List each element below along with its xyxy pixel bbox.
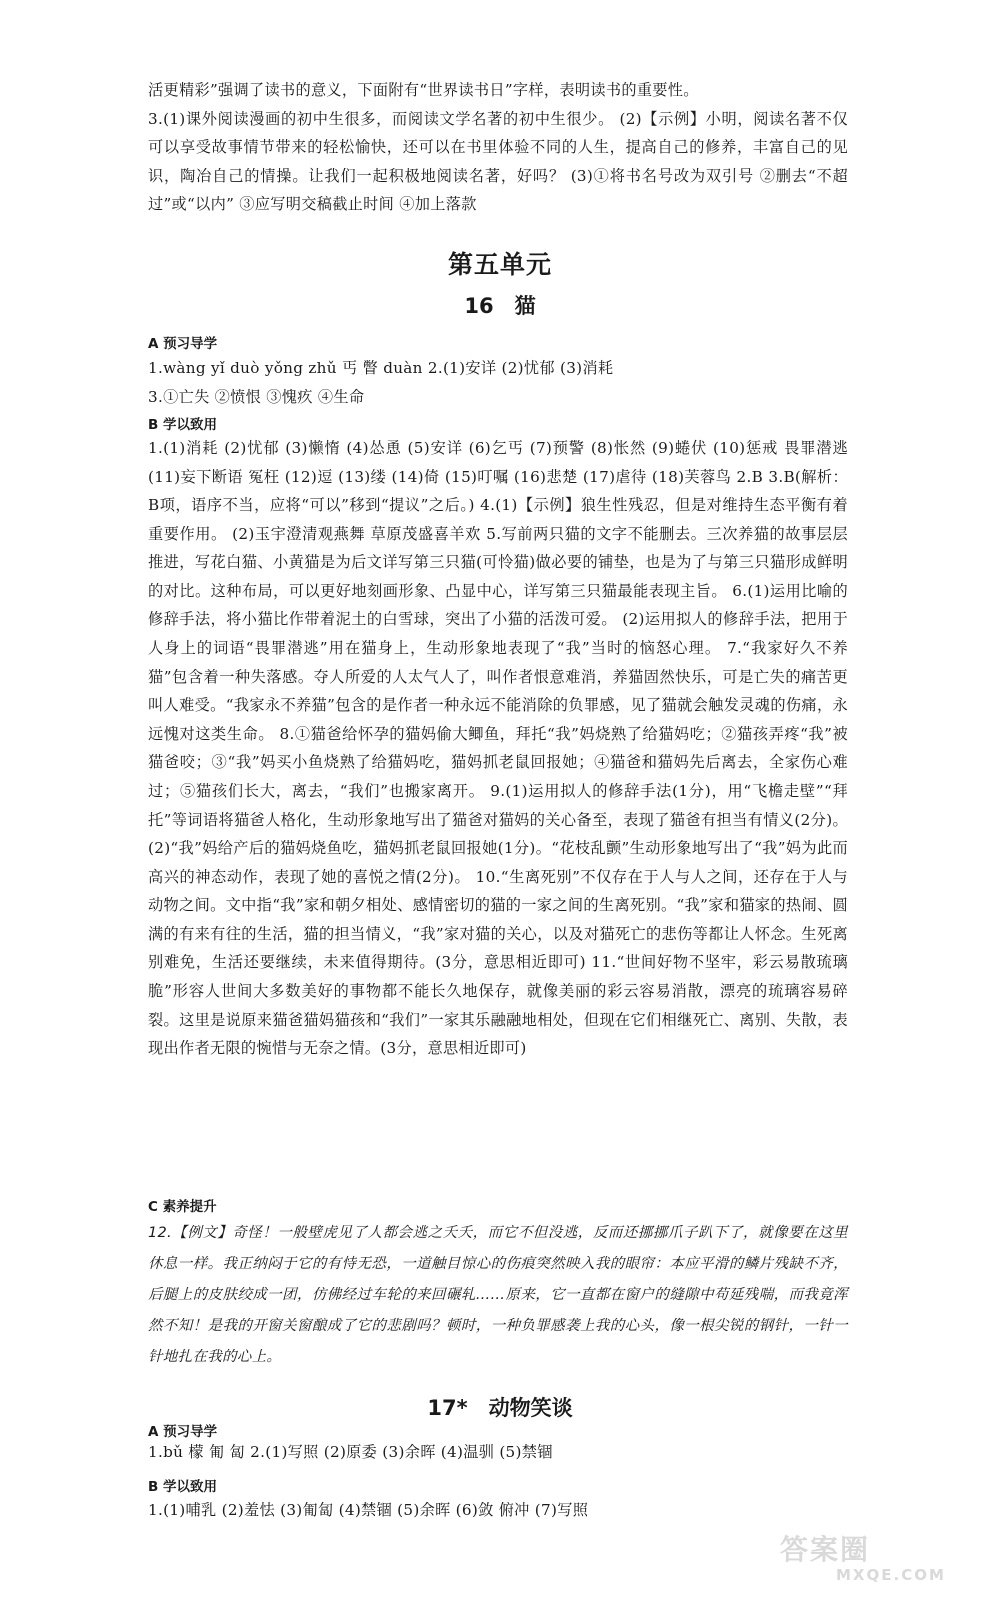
lesson-17-section-a-heading: A 预习导学 [148,1424,218,1440]
lesson-17-section-a-content [148,1438,848,1467]
previous-answer-paragraph [148,76,848,219]
section-text: 1.(1)消耗 (2)忧郁 (3)懒惰 (4)怂恿 (5)安详 (6)乞丐 (7)预警 (8)怅然 (9)蜷伏 (10)惩戒 畏罪潜逃 (11)妄下断语 冤枉 (12)逗 (13)缕 (14)倚 (15)叮嘱 (16)悲楚 (17)虐待 (18)芙蓉鸟 2.B 3.B(解析：B项，语序不当，应将“可以”移到“提议”之后。) 4.(1)【示例】狼生性残忍，但是对维持生态平衡有着重要作用。 (2)玉宇澄清观燕舞 草原茂盛喜羊欢 5.写前两只猫的文字不能删去。三次养猫的故事层层推进，写花白猫、小黄猫是为后文详写第三只猫(可怜猫)做必要的铺垫，也是为了与第三只猫形成鲜明的对比。这种布局，可以更好地刻画形象、凸显中心，详写第三只猫最能表现主旨。 6.(1)运用比喻的修辞手法，将小猫比作带着泥土的白雪球，突出了小猫的活泼可爱。 (2)运用拟人的修辞手法，把用于人身上的词语“畏罪潜逃”用在猫身上，生动形象地表现了“我”当时的恼怒心理。 7.“我家好久不养猫”包含着一种失落感。夺人所爱的人太气人了，叫作者恨意难消，养猫固然快乐，可是亡失的痛苦更叫人难受。“我家永不养猫”包含的是作者一种永远不能消除的负罪感，见了猫就会触发灵魂的伤痛，永远愧对这类生命。 8.①猫爸给怀孕的猫妈偷大鲫鱼，拜托“我”妈烧熟了给猫妈吃；②猫孩弄疼“我”被猫爸咬；③“我”妈买小鱼烧熟了给猫妈吃，猫妈抓老鼠回报她；④猫爸和猫妈先后离去，全家伤心难过；⑤猫孩们长大，离去，“我们”也搬家离开。 9.(1)运用拟人的修辞手法(1分)，用“飞檐走壁”“拜托”等词语将猫爸人格化，生动形象地写出了猫爸对猫妈的关心备至，表现了猫爸有担当有情义(2分)。 (2)“我”妈给产后的猫妈烧鱼吃，猫妈抓老鼠回报她(1分)。“花枝乱颤”生动形象地写出了“我”妈为此而高兴的神态动作，表现了她的喜悦之情(2分)。 10.“生离死别”不仅存在于人与人之间，还存在于人与动物之间。文中指“我”家和朝夕相处、感情密切的猫的一家之间的生离死别。“我”家和猫家的热闹、圆满的有来有往的生活，猫的担当情义，“我”家对猫的关心，以及对猫死亡的悲伤等都让人怀念。生死离别难免，生活还要继续，未来值得期待。(3分，意思相近即可) 11.“世间好物不坚牢，彩云易散琉璃脆”形容人世间大多数美好的事物都不能长久地保存，就像美丽的彩云容易消散，漂亮的琉璃容易碎裂。这里是说原来猫爸猫妈猫孩和“我们”一家其乐融融地相处，但现在它们相继死亡、离别、失散，表现出作者无限的惋惜与无奈之情。(3分，意思相近即可) [148,439,848,1058]
example-essay-text: 12.【例文】奇怪！一般壁虎见了人都会逃之夭夭，而它不但没逃，反而还挪挪爪子趴下了，就像要在这里休息一样。我正纳闷于它的有恃无恐，一道触目惊心的伤痕突然映入我的眼帘：本应平滑的鳞片残缺不齐，后腿上的皮肤绞成一团，仿佛经过车轮的来回碾轧……原来，它一直都在窗户的缝隙中苟延残喘，而我竟浑然不知！是我的开窗关窗酿成了它的悲剧吗？顿时，一种负罪感袭上我的心头，像一根尖锐的钢针，一针一针地扎在我的心上。 [148,1225,848,1365]
lesson-17-section-b-heading: B 学以致用 [148,1479,217,1495]
section-text: 1.bǔ 檬 匍 匐 2.(1)写照 (2)原委 (3)余晖 (4)温驯 (5)禁锢 [148,1443,553,1461]
lesson-16-section-b-heading: B 学以致用 [148,417,217,433]
watermark-url: MXQE.COM [836,1566,946,1584]
paragraph-text: 活更精彩”强调了读书的意义，下面附有“世界读书日”字样，表明读书的重要性。 3.(1)课外阅读漫画的初中生很多，而阅读文学名著的初中生很少。 (2)【示例】小明，阅读名著不仅可以享受故事情节带来的轻松愉快，还可以在书里体验不同的人生，提高自己的修养，丰富自己的见识，陶冶自己的情操。让我们一起积极地阅读名著，好吗？ (3)①将书名号改为双引号 ②删去“不超过”或“以内” ③应写明交稿截止时间 ④加上落款 [148,81,848,214]
unit-title: 第五单元 [447,250,552,279]
section-text: 1.(1)哺乳 (2)羞怯 (3)匍匐 (4)禁锢 (5)余晖 (6)敛 俯冲 (7)写照 [148,1501,589,1519]
section-text: 1.wàng yǐ duò yǒng zhǔ 丐 瞥 duàn 2.(1)安详 (2)忧郁 (3)消耗 3.①亡失 ②愤恨 ③愧疚 ④生命 [148,359,614,406]
lesson-16-section-c-heading: C 素养提升 [148,1199,217,1215]
lesson-16-section-a-heading: A 预习导学 [148,336,218,352]
lesson-16-section-a-content [148,354,848,411]
lesson-16-section-c-content [148,1218,848,1372]
lesson-16-title: 16 猫 [464,294,536,318]
watermark-logo: 答案圈 [780,1533,871,1566]
lesson-17-title: 17* 动物笑谈 [427,1396,573,1420]
watermark [780,1528,980,1588]
lesson-17-section-b-content [148,1496,848,1525]
lesson-16-section-b-content [148,434,848,1063]
